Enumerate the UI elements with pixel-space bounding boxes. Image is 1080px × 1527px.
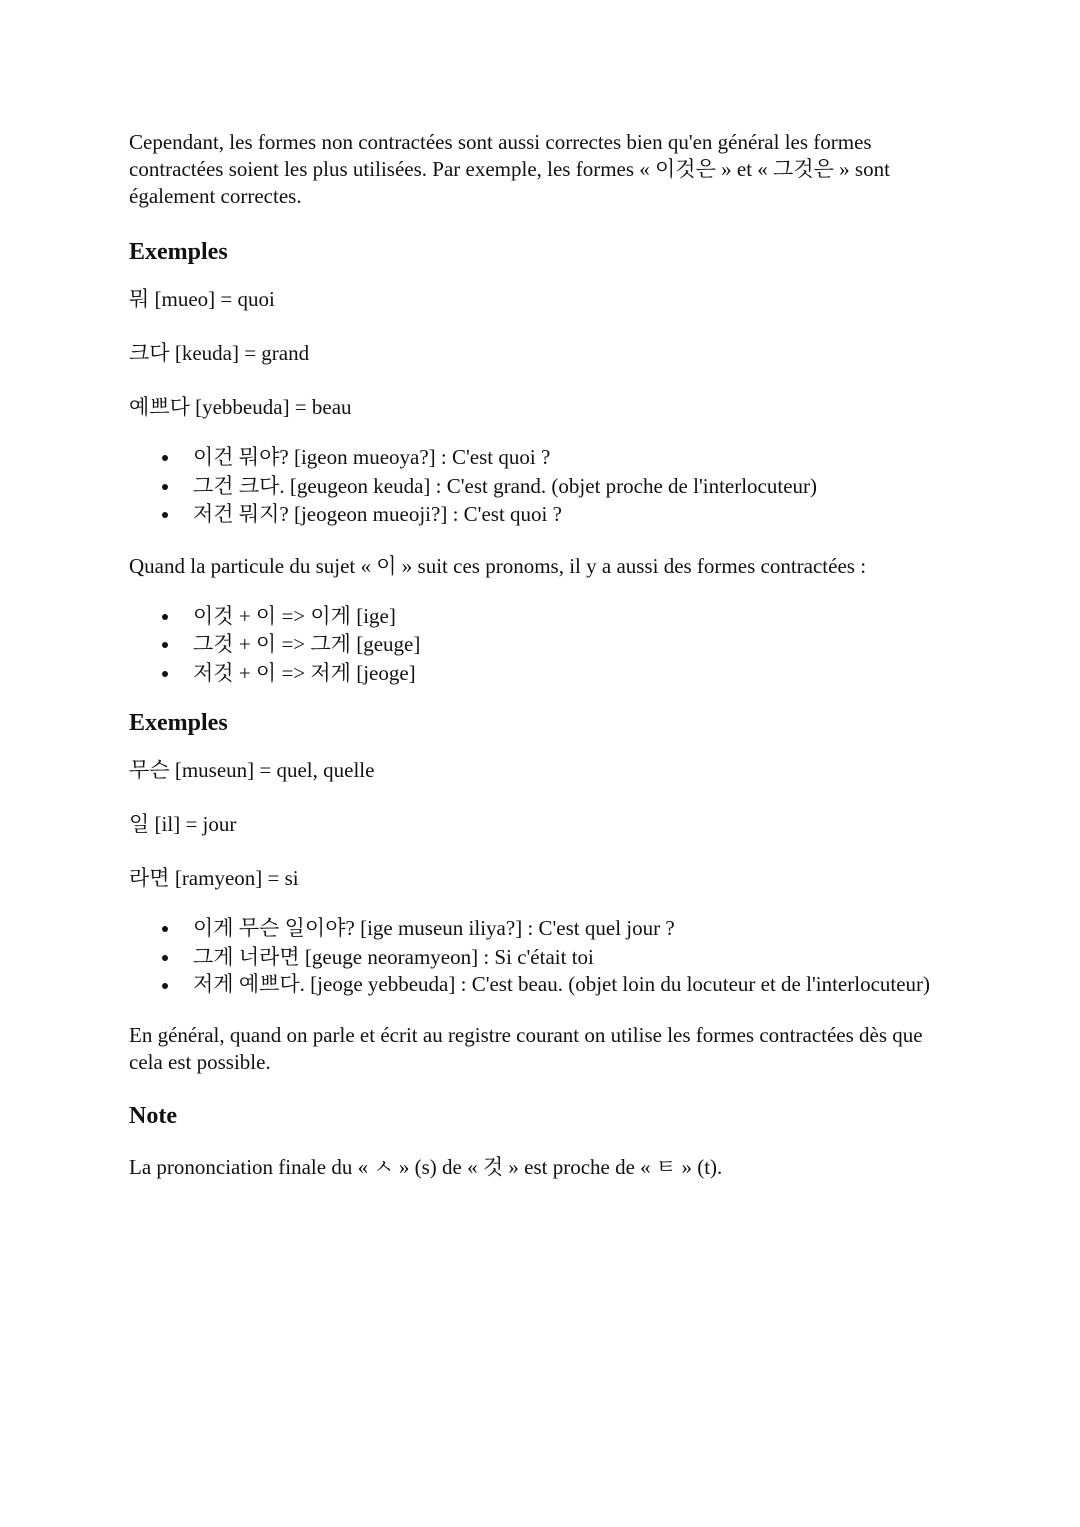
general-paragraph: En général, quand on parle et écrit au registre courant on utilise les formes contractées dès que cela est possible. <box>129 1023 923 1074</box>
examples-heading-2: Exemples <box>129 710 228 736</box>
note-heading: Note <box>129 1103 177 1129</box>
examples-list-1 <box>129 443 959 529</box>
example-item: 저건 뭐지? [jeogeon mueoji?] : C'est quoi ? <box>193 500 959 529</box>
examples-list-2 <box>129 914 959 998</box>
particle-paragraph: Quand la particule du sujet « 이 » suit ces pronoms, il y a aussi des formes contractées : <box>129 553 867 578</box>
contraction-item: 그것 + 이 => 그게 [geuge] <box>193 630 959 659</box>
vocab-item-keuda: 크다 [keuda] = grand <box>129 341 310 365</box>
note-text: La prononciation finale du « ㅅ » (s) de « 것 » est proche de « ㅌ » (t). <box>129 1155 723 1179</box>
example-item: 이게 무슨 일이야? [ige museun iliya?] : C'est quel jour ? <box>193 914 959 943</box>
example-item: 그건 크다. [geugeon keuda] : C'est grand. (objet proche de l'interlocuteur) <box>193 472 959 501</box>
vocab-item-mueo: 뭐 [mueo] = quoi <box>129 287 275 311</box>
vocab-item-yebbeuda: 예쁘다 [yebbeuda] = beau <box>129 395 352 419</box>
example-item: 그게 너라면 [geuge neoramyeon] : Si c'était toi <box>193 943 959 972</box>
document-page <box>129 129 959 1181</box>
example-item: 저게 예쁘다. [jeoge yebbeuda] : C'est beau. (objet loin du locuteur et de l'interlocuteur) <box>193 971 959 998</box>
vocab-item-ramyeon: 라면 [ramyeon] = si <box>129 866 299 890</box>
contraction-item: 이것 + 이 => 이게 [ige] <box>193 602 959 631</box>
examples-heading-1: Exemples <box>129 239 228 265</box>
intro-paragraph: Cependant, les formes non contractées sont aussi correctes bien qu'en général les formes contractées soient les plus utilisées. Par exemple, les formes « 이것은 » et « 그것은 » sont également correctes. <box>129 130 890 208</box>
example-item: 이건 뭐야? [igeon mueoya?] : C'est quoi ? <box>193 443 959 472</box>
vocab-item-il: 일 [il] = jour <box>129 812 237 836</box>
contraction-item: 저것 + 이 => 저게 [jeoge] <box>193 659 959 688</box>
contractions-list <box>129 602 959 688</box>
vocab-item-museun: 무슨 [museun] = quel, quelle <box>129 758 375 782</box>
